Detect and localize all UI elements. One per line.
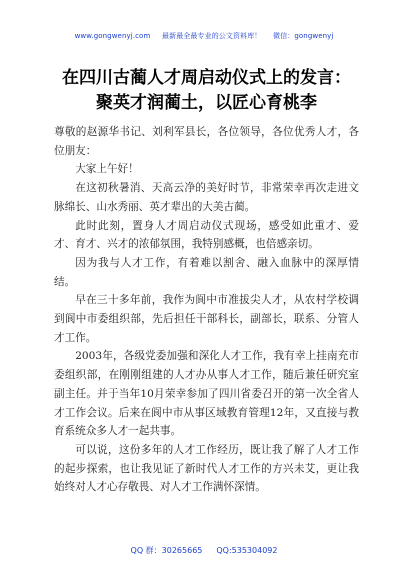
paragraph: 尊敬的赵源华书记、刘利军县长，各位领导，各位优秀人才，各位朋友： [54,126,359,157]
header-wechat-id: gongwenyj [294,32,334,40]
footer-qq-group: QQ 群：30265665 [130,546,203,555]
header-site-link[interactable]: www.gongwenyj.com [74,32,151,40]
paragraph: 此时此刻，置身人才周启动仪式现场，感受如此重才、爱才、育才、兴才的浓郁氛围，我特别感概，也倍感亲切。 [54,219,359,251]
header-wechat-label: 微信： [273,32,295,40]
page-header [0,31,408,41]
paragraph: 早在三十多年前，我作为阆中市准拔尖人才，从农村学校调到阆中市委组织部，先后担任干部科长，副部长，联系、分管人才工作。 [54,294,359,344]
paragraph: 2003年，各级党委加强和深化人才工作，我有幸上挂南充市委组织部，在刚刚组建的人才办从事人才工作，随后兼任研究室副主任。并于当年10月荣幸参加了四川省委召开的第一次全省人才工作会议。后来在阆中市从事区域教育管理12年，又直接与教育系统众多人才一起共事。 [54,350,359,438]
paragraph: 可以说，这份多年的人才工作经历，既让我了解了人才工作的起步探索，也让我见证了新时代人才工作的方兴未艾，更让我始终对人才心存敬畏、对人才工作满怀深情。 [54,443,359,494]
paragraph: 在这初秋暑消、天高云净的美好时节，非常荣幸再次走进文脉绵长、山水秀丽、英才辈出的大美古蔺。 [54,182,359,213]
document-body [54,123,359,497]
header-slogan: 最新最全最专业的公文资料库！ [162,32,262,40]
paragraph: 大家上午好！ [75,163,139,176]
document-title: 在四川古蔺人才周启动仪式上的发言：聚英才润蔺土，以匠心育桃李 [62,68,351,113]
page-footer [0,545,408,556]
paragraph: 因为我与人才工作，有着难以割舍、融入血脉中的深厚情结。 [54,256,359,288]
footer-qq: QQ:535304092 [216,546,278,555]
